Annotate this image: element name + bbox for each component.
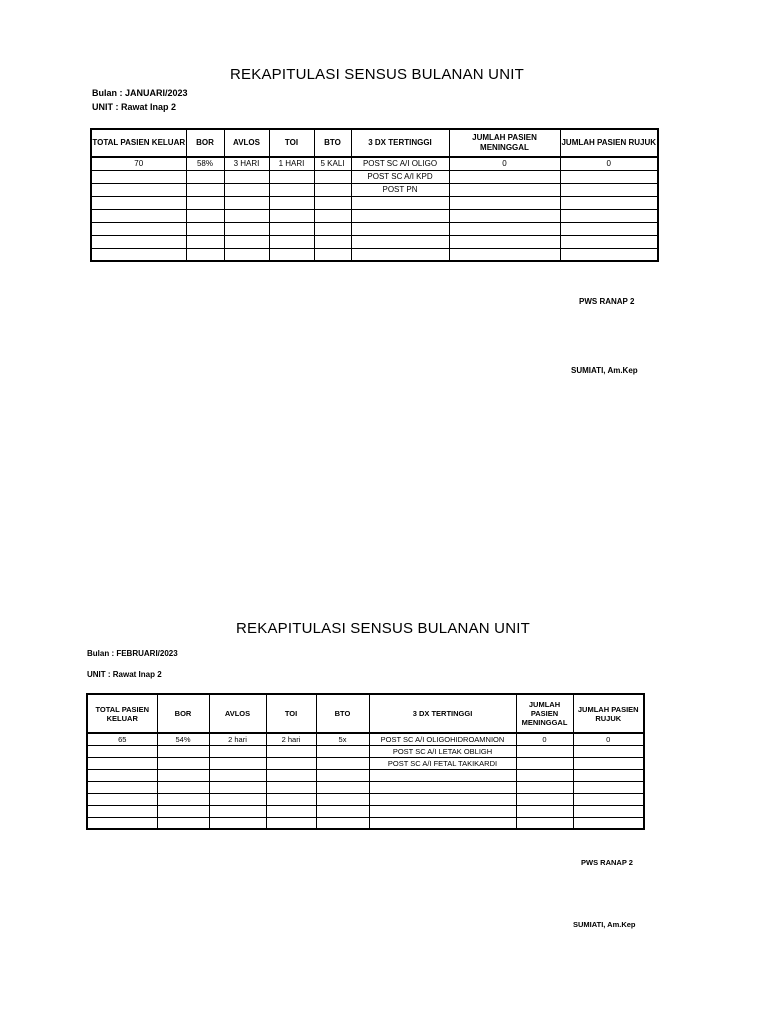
- header-toi: TOI: [266, 694, 316, 733]
- cell-bto: [314, 196, 351, 209]
- table-row: [91, 222, 658, 235]
- header-row: [91, 129, 658, 157]
- cell-total-pasien-keluar: [87, 769, 157, 781]
- cell-bor: [157, 793, 209, 805]
- cell-bor: [157, 757, 209, 769]
- cell-total-pasien-keluar: [91, 235, 186, 248]
- cell-bor: [157, 817, 209, 829]
- cell-jumlah-rujuk: [573, 745, 644, 757]
- cell-total-pasien-keluar: [91, 183, 186, 196]
- cell-bor: [186, 183, 224, 196]
- report-unit: UNIT : Rawat Inap 2: [87, 670, 162, 679]
- header-toi: TOI: [269, 129, 314, 157]
- cell-dx-tertinggi: [351, 209, 449, 222]
- cell-total-pasien-keluar: 65: [87, 733, 157, 745]
- cell-dx-tertinggi: POST PN: [351, 183, 449, 196]
- cell-toi: [269, 183, 314, 196]
- cell-dx-tertinggi: [369, 805, 516, 817]
- cell-bto: [316, 781, 369, 793]
- cell-jumlah-rujuk: [573, 769, 644, 781]
- cell-jumlah-rujuk: [560, 170, 658, 183]
- cell-avlos: [224, 196, 269, 209]
- report-unit: UNIT : Rawat Inap 2: [92, 102, 177, 112]
- cell-toi: 1 HARI: [269, 157, 314, 170]
- table-row: [91, 235, 658, 248]
- header-total-pasien-keluar: TOTAL PASIEN KELUAR: [87, 694, 157, 733]
- cell-jumlah-rujuk: [560, 209, 658, 222]
- table-row: [87, 817, 644, 829]
- cell-bto: [316, 817, 369, 829]
- cell-bto: 5 KALI: [314, 157, 351, 170]
- cell-total-pasien-keluar: [87, 757, 157, 769]
- table-row: [91, 170, 658, 183]
- table-row: [87, 757, 644, 769]
- cell-jumlah-rujuk: [560, 235, 658, 248]
- cell-dx-tertinggi: POST SC A/I OLIGOHIDROAMNION: [369, 733, 516, 745]
- table-row: [91, 183, 658, 196]
- cell-total-pasien-keluar: [91, 248, 186, 261]
- cell-jumlah-meninggal: [516, 781, 573, 793]
- cell-jumlah-meninggal: [516, 793, 573, 805]
- cell-avlos: [209, 745, 266, 757]
- table-row: [87, 781, 644, 793]
- cell-dx-tertinggi: POST SC A/I FETAL TAKIKARDI: [369, 757, 516, 769]
- table-row: [91, 248, 658, 261]
- report-title: REKAPITULASI SENSUS BULANAN UNIT: [230, 66, 524, 83]
- cell-total-pasien-keluar: [87, 793, 157, 805]
- cell-total-pasien-keluar: 70: [91, 157, 186, 170]
- cell-toi: [266, 781, 316, 793]
- cell-bto: [314, 248, 351, 261]
- cell-avlos: [224, 209, 269, 222]
- cell-bto: [316, 757, 369, 769]
- cell-dx-tertinggi: [351, 235, 449, 248]
- cell-toi: [266, 745, 316, 757]
- cell-bor: [186, 196, 224, 209]
- cell-bto: [316, 769, 369, 781]
- cell-jumlah-rujuk: 0: [573, 733, 644, 745]
- cell-jumlah-meninggal: [516, 805, 573, 817]
- table-row: [87, 733, 644, 745]
- cell-toi: [269, 196, 314, 209]
- cell-toi: [266, 757, 316, 769]
- cell-total-pasien-keluar: [91, 170, 186, 183]
- cell-bto: [314, 222, 351, 235]
- table-row: [91, 157, 658, 170]
- cell-toi: [269, 170, 314, 183]
- cell-avlos: [209, 769, 266, 781]
- cell-bor: [186, 209, 224, 222]
- header-jumlah-rujuk: JUMLAH PASIEN RUJUK: [573, 694, 644, 733]
- cell-toi: [269, 235, 314, 248]
- cell-bto: [316, 805, 369, 817]
- cell-total-pasien-keluar: [87, 805, 157, 817]
- cell-total-pasien-keluar: [87, 781, 157, 793]
- cell-avlos: [224, 248, 269, 261]
- cell-dx-tertinggi: [369, 781, 516, 793]
- cell-dx-tertinggi: [351, 196, 449, 209]
- cell-toi: [269, 209, 314, 222]
- cell-jumlah-rujuk: [573, 781, 644, 793]
- header-dx-tertinggi: 3 DX TERTINGGI: [351, 129, 449, 157]
- cell-jumlah-rujuk: [573, 817, 644, 829]
- cell-bto: [314, 235, 351, 248]
- header-bto: BTO: [314, 129, 351, 157]
- cell-avlos: [209, 805, 266, 817]
- cell-bor: 58%: [186, 157, 224, 170]
- cell-avlos: 3 HARI: [224, 157, 269, 170]
- cell-bto: [314, 170, 351, 183]
- cell-avlos: [209, 817, 266, 829]
- cell-total-pasien-keluar: [87, 745, 157, 757]
- cell-bto: [316, 793, 369, 805]
- cell-dx-tertinggi: [369, 817, 516, 829]
- cell-bto: [314, 209, 351, 222]
- cell-dx-tertinggi: POST SC A/I LETAK OBLIGH: [369, 745, 516, 757]
- cell-toi: [269, 222, 314, 235]
- cell-avlos: [209, 793, 266, 805]
- cell-bor: [186, 222, 224, 235]
- cell-bor: [157, 781, 209, 793]
- cell-jumlah-meninggal: [449, 235, 560, 248]
- table-row: [87, 793, 644, 805]
- cell-dx-tertinggi: [351, 222, 449, 235]
- cell-jumlah-rujuk: [560, 196, 658, 209]
- cell-toi: 2 hari: [266, 733, 316, 745]
- cell-jumlah-meninggal: [516, 817, 573, 829]
- cell-jumlah-rujuk: [560, 248, 658, 261]
- header-bor: BOR: [157, 694, 209, 733]
- cell-dx-tertinggi: [351, 248, 449, 261]
- cell-bor: [157, 745, 209, 757]
- cell-jumlah-meninggal: [516, 769, 573, 781]
- cell-jumlah-rujuk: [573, 757, 644, 769]
- cell-toi: [266, 769, 316, 781]
- signature-name: SUMIATI, Am.Kep: [571, 366, 638, 375]
- cell-toi: [269, 248, 314, 261]
- cell-jumlah-rujuk: [573, 793, 644, 805]
- cell-jumlah-meninggal: 0: [449, 157, 560, 170]
- header-total-pasien-keluar: TOTAL PASIEN KELUAR: [91, 129, 186, 157]
- cell-avlos: [224, 222, 269, 235]
- header-jumlah-meninggal: JUMLAH PASIEN MENINGGAL: [516, 694, 573, 733]
- cell-bor: [186, 248, 224, 261]
- cell-jumlah-meninggal: [449, 209, 560, 222]
- census-table: [90, 128, 659, 262]
- cell-jumlah-rujuk: [560, 183, 658, 196]
- table-row: [87, 805, 644, 817]
- cell-avlos: [209, 757, 266, 769]
- header-bto: BTO: [316, 694, 369, 733]
- cell-total-pasien-keluar: [91, 196, 186, 209]
- cell-jumlah-rujuk: [573, 805, 644, 817]
- header-jumlah-meninggal: JUMLAH PASIEN MENINGGAL: [449, 129, 560, 157]
- signature-name: SUMIATI, Am.Kep: [573, 920, 636, 929]
- cell-jumlah-meninggal: 0: [516, 733, 573, 745]
- cell-jumlah-meninggal: [449, 170, 560, 183]
- cell-avlos: [224, 183, 269, 196]
- cell-bto: 5x: [316, 733, 369, 745]
- cell-jumlah-rujuk: 0: [560, 157, 658, 170]
- cell-total-pasien-keluar: [91, 222, 186, 235]
- cell-avlos: [209, 781, 266, 793]
- cell-avlos: [224, 235, 269, 248]
- report-month: Bulan : JANUARI/2023: [92, 88, 188, 98]
- cell-jumlah-meninggal: [516, 745, 573, 757]
- cell-jumlah-meninggal: [449, 196, 560, 209]
- report-title: REKAPITULASI SENSUS BULANAN UNIT: [236, 620, 530, 637]
- cell-bor: [186, 170, 224, 183]
- signature-role: PWS RANAP 2: [581, 858, 633, 867]
- header-row: [87, 694, 644, 733]
- cell-total-pasien-keluar: [91, 209, 186, 222]
- table-row: [91, 209, 658, 222]
- header-dx-tertinggi: 3 DX TERTINGGI: [369, 694, 516, 733]
- cell-toi: [266, 805, 316, 817]
- cell-total-pasien-keluar: [87, 817, 157, 829]
- cell-bor: [186, 235, 224, 248]
- cell-bto: [316, 745, 369, 757]
- report-month: Bulan : FEBRUARI/2023: [87, 649, 178, 658]
- cell-dx-tertinggi: POST SC A/I OLIGO: [351, 157, 449, 170]
- cell-avlos: [224, 170, 269, 183]
- header-avlos: AVLOS: [224, 129, 269, 157]
- cell-avlos: 2 hari: [209, 733, 266, 745]
- table-row: [87, 769, 644, 781]
- cell-bor: 54%: [157, 733, 209, 745]
- header-bor: BOR: [186, 129, 224, 157]
- header-jumlah-rujuk: JUMLAH PASIEN RUJUK: [560, 129, 658, 157]
- cell-jumlah-meninggal: [449, 222, 560, 235]
- header-avlos: AVLOS: [209, 694, 266, 733]
- cell-dx-tertinggi: [369, 793, 516, 805]
- table-row: [87, 745, 644, 757]
- cell-dx-tertinggi: POST SC A/I KPD: [351, 170, 449, 183]
- cell-bor: [157, 805, 209, 817]
- table-row: [91, 196, 658, 209]
- census-table: [86, 693, 645, 830]
- cell-bto: [314, 183, 351, 196]
- signature-role: PWS RANAP 2: [579, 297, 635, 306]
- cell-jumlah-meninggal: [516, 757, 573, 769]
- cell-jumlah-meninggal: [449, 183, 560, 196]
- cell-dx-tertinggi: [369, 769, 516, 781]
- cell-toi: [266, 793, 316, 805]
- cell-jumlah-meninggal: [449, 248, 560, 261]
- cell-bor: [157, 769, 209, 781]
- cell-jumlah-rujuk: [560, 222, 658, 235]
- cell-toi: [266, 817, 316, 829]
